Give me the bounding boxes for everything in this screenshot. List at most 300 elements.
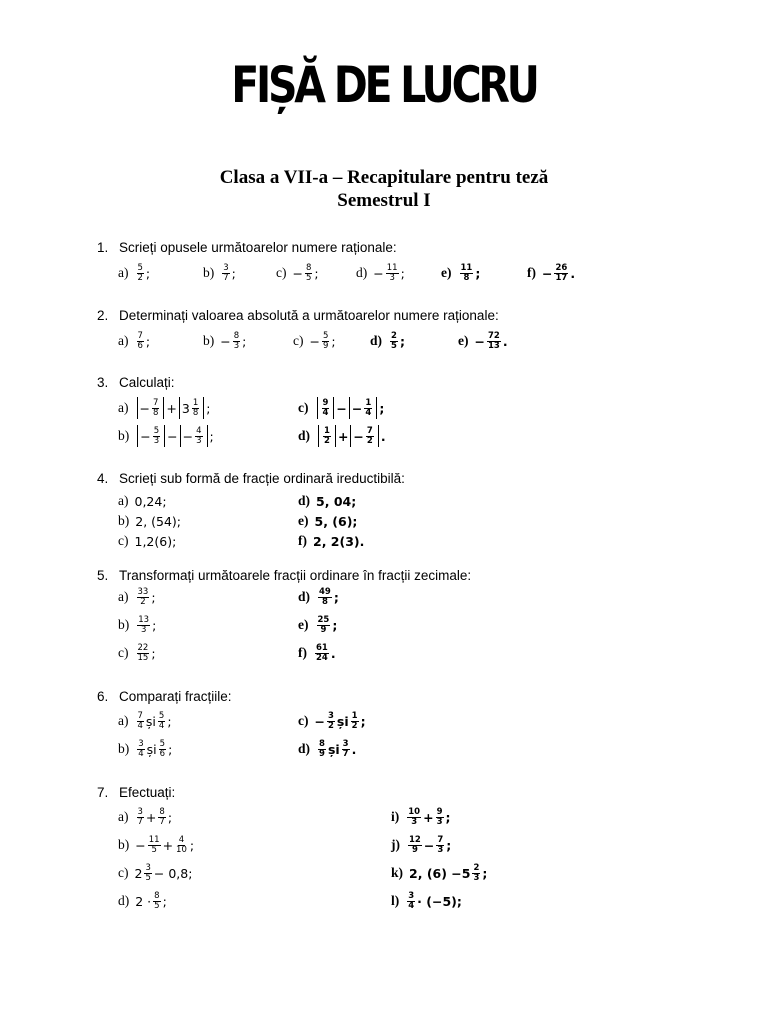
math-expression xyxy=(458,264,481,283)
item-row xyxy=(118,860,738,886)
exercise-item xyxy=(391,860,487,886)
numerator: 3 xyxy=(408,890,415,901)
item-label: b) xyxy=(118,837,130,852)
numerator: 3 xyxy=(137,806,143,817)
numerator: 3 xyxy=(223,262,229,273)
math-expression xyxy=(135,864,193,883)
numerator: 2 xyxy=(391,330,397,341)
denominator: 3 xyxy=(389,272,395,283)
numerator: 4 xyxy=(178,834,185,845)
math-text: 2, (6) − xyxy=(409,865,462,881)
fraction xyxy=(408,836,422,855)
numerator: 9 xyxy=(436,806,443,817)
item-label: f) xyxy=(298,645,307,660)
exercise-question: Efectuați: xyxy=(119,785,176,800)
fraction xyxy=(407,892,415,911)
exercise-prompt xyxy=(97,689,232,704)
item-row xyxy=(118,888,738,914)
exercise-question: Scrieți sub formă de fracție ordinară ireductibilă: xyxy=(119,471,405,486)
math-text: + xyxy=(162,837,174,853)
numerator: 1 xyxy=(324,425,330,436)
math-text: ; xyxy=(400,265,405,281)
math-text: ; xyxy=(167,713,172,729)
denominator: 3 xyxy=(153,435,160,446)
math-expression xyxy=(313,644,336,663)
mixed-number xyxy=(135,864,154,883)
item-label: d) xyxy=(298,741,311,756)
denominator: 5 xyxy=(151,844,157,855)
fraction xyxy=(137,332,144,351)
fraction xyxy=(351,712,359,731)
math-text: 2, (54); xyxy=(135,513,182,529)
numerator: 72 xyxy=(487,330,500,341)
item-label: c) xyxy=(276,265,287,280)
exercise-item xyxy=(298,395,384,421)
fraction xyxy=(152,399,159,418)
item-row xyxy=(118,528,738,554)
fraction xyxy=(158,808,165,827)
absolute-value xyxy=(180,425,208,447)
exercise-prompt xyxy=(97,471,405,486)
math-expression xyxy=(135,836,194,855)
math-expression xyxy=(316,425,386,447)
item-label: d) xyxy=(356,265,368,280)
exercise-item xyxy=(118,640,156,666)
item-label: i) xyxy=(391,809,400,824)
numerator: 61 xyxy=(316,642,328,653)
numerator: 5 xyxy=(159,738,166,749)
math-text: ; xyxy=(445,809,451,825)
math-text: − 0,8; xyxy=(153,865,193,881)
denominator: 10 xyxy=(176,844,187,855)
fraction xyxy=(318,588,332,607)
denominator: 3 xyxy=(140,624,147,635)
mixed-number xyxy=(182,399,201,418)
item-label: e) xyxy=(458,333,469,348)
exercise-item xyxy=(298,528,364,554)
denominator: 7 xyxy=(223,272,229,283)
fraction xyxy=(159,740,166,759)
fraction xyxy=(158,712,165,731)
denominator: 2 xyxy=(351,720,358,731)
absolute-value xyxy=(349,397,377,419)
numerator: 8 xyxy=(305,262,312,273)
fraction xyxy=(327,712,335,731)
whole-part: 5 xyxy=(461,865,471,881)
exercise-number: 7. xyxy=(97,785,109,800)
fraction xyxy=(554,264,568,283)
denominator: 7 xyxy=(342,748,349,759)
denominator: 24 xyxy=(316,652,328,663)
item-label: b) xyxy=(118,741,130,756)
denominator: 8 xyxy=(463,272,470,283)
numerator: 11 xyxy=(386,262,398,273)
denominator: 9 xyxy=(322,340,329,351)
item-label: a) xyxy=(118,400,129,415)
numerator: 1 xyxy=(192,397,199,408)
math-text: − xyxy=(220,333,231,349)
math-text: ; xyxy=(482,865,488,881)
fraction xyxy=(364,399,372,418)
numerator: 26 xyxy=(555,262,568,273)
math-text: ; xyxy=(206,400,211,416)
numerator: 4 xyxy=(196,425,202,436)
item-row xyxy=(118,328,738,354)
item-label: a) xyxy=(118,333,129,348)
item-label: c) xyxy=(298,713,309,728)
exercise-item xyxy=(118,708,172,734)
math-text: . xyxy=(502,333,508,349)
item-row xyxy=(118,736,738,762)
numerator: 12 xyxy=(409,834,421,845)
absolute-value xyxy=(137,397,165,419)
item-label: d) xyxy=(370,333,383,348)
denominator: 5 xyxy=(305,272,312,283)
exercise-item xyxy=(370,328,405,354)
math-text: · (−5); xyxy=(417,893,462,909)
math-text: − xyxy=(351,400,363,416)
math-text: ; xyxy=(151,589,156,605)
item-label: l) xyxy=(391,893,400,908)
math-text: − xyxy=(474,333,485,349)
math-expression xyxy=(405,808,450,827)
item-label: d) xyxy=(118,893,130,908)
denominator: 4 xyxy=(138,748,144,759)
exercise-question: Comparați fracțiile: xyxy=(119,689,232,704)
fraction xyxy=(322,332,329,351)
exercise-item xyxy=(118,612,156,638)
exercise-item xyxy=(298,708,366,734)
numerator: 7 xyxy=(366,425,373,436)
item-label: b) xyxy=(118,428,130,443)
item-label: c) xyxy=(293,333,304,348)
numerator: 3 xyxy=(138,738,144,749)
math-expression xyxy=(135,892,167,911)
denominator: 2 xyxy=(327,720,334,731)
fraction xyxy=(137,616,150,635)
math-expression xyxy=(313,534,364,549)
exercise-7 xyxy=(97,785,737,925)
denominator: 4 xyxy=(365,407,372,418)
numerator: 33 xyxy=(137,586,149,597)
numerator: 1 xyxy=(365,397,372,408)
item-row xyxy=(118,612,738,638)
denominator: 2 xyxy=(137,272,143,283)
math-text: + xyxy=(423,809,434,825)
numerator: 8 xyxy=(319,738,325,749)
exercise-item xyxy=(118,832,194,858)
exercise-item xyxy=(118,888,167,914)
exercise-number: 4. xyxy=(97,471,109,486)
numerator: 3 xyxy=(342,738,349,749)
item-row xyxy=(118,708,738,734)
math-expression xyxy=(316,494,356,509)
exercise-item xyxy=(203,260,236,286)
math-text: ; xyxy=(314,265,319,281)
math-text: ; xyxy=(333,589,339,605)
exercise-question: Transformați următoarele fracții ordinare în fracții zecimale: xyxy=(119,568,472,583)
math-text: ; xyxy=(399,333,405,349)
item-label: e) xyxy=(441,265,452,280)
math-expression xyxy=(135,425,214,447)
denominator: 3 xyxy=(233,340,240,351)
math-text: − xyxy=(139,400,150,416)
fraction xyxy=(315,644,329,663)
exercise-question: Scrieți opusele următoarelor numere raționale: xyxy=(119,240,397,255)
denominator: 7 xyxy=(159,816,165,827)
math-expression xyxy=(135,534,177,549)
worksheet-subtitle: Clasa a VII-a – Recapitulare pentru teză xyxy=(219,167,549,188)
exercise-item xyxy=(118,260,150,286)
math-text: + xyxy=(337,428,349,444)
math-text: − xyxy=(140,428,151,444)
denominator: 9 xyxy=(411,844,418,855)
math-text: . xyxy=(351,741,357,757)
fraction xyxy=(318,740,326,759)
item-row xyxy=(118,260,738,286)
exercise-number: 3. xyxy=(97,375,109,390)
math-text: 5, (6); xyxy=(314,513,358,529)
worksheet-title: FIȘĂ DE LUCRU xyxy=(231,56,537,114)
item-label: f) xyxy=(298,533,307,548)
item-label: f) xyxy=(527,265,536,280)
math-text: − xyxy=(309,333,320,349)
denominator: 3 xyxy=(436,816,443,827)
item-row xyxy=(118,640,738,666)
math-text: 0,24; xyxy=(134,493,167,509)
exercise-item xyxy=(391,888,462,914)
math-expression xyxy=(542,264,575,283)
math-text: − xyxy=(167,428,178,444)
denominator: 15 xyxy=(137,652,149,663)
exercise-item xyxy=(118,860,192,886)
math-expression xyxy=(220,264,236,283)
math-expression xyxy=(373,264,405,283)
exercise-item xyxy=(391,804,451,830)
math-text: ; xyxy=(151,645,156,661)
item-label: b) xyxy=(203,265,215,280)
math-text: ; xyxy=(360,713,366,729)
math-expression xyxy=(135,264,151,283)
math-text: ; xyxy=(145,265,151,281)
numerator: 8 xyxy=(159,806,165,817)
math-text: 2 · xyxy=(135,893,152,909)
exercise-item xyxy=(391,832,451,858)
numerator: 7 xyxy=(437,834,444,845)
item-row xyxy=(118,804,738,830)
math-expression xyxy=(135,588,156,607)
math-text: . xyxy=(380,428,386,444)
denominator: 9 xyxy=(320,624,327,635)
fraction xyxy=(222,264,229,283)
item-row xyxy=(118,395,738,421)
item-label: c) xyxy=(118,645,129,660)
fraction xyxy=(472,864,480,883)
exercise-item xyxy=(298,640,336,666)
math-text: − xyxy=(423,837,435,853)
denominator: 5 xyxy=(145,872,151,883)
math-expression xyxy=(315,514,358,529)
fraction xyxy=(233,332,240,351)
item-row xyxy=(118,423,738,449)
numerator: 13 xyxy=(138,614,150,625)
math-expression xyxy=(475,332,508,351)
item-label: a) xyxy=(118,265,129,280)
math-expression xyxy=(315,616,338,635)
math-text: ; xyxy=(145,333,151,349)
numerator: 11 xyxy=(148,834,160,845)
item-label: d) xyxy=(298,428,311,443)
exercise-item xyxy=(118,528,176,554)
math-text: ; xyxy=(189,837,195,853)
fraction xyxy=(144,864,151,883)
item-label: a) xyxy=(118,713,129,728)
math-text: ; xyxy=(446,837,452,853)
exercise-question: Determinați valoarea absolută a următoarelor numere raționale: xyxy=(119,308,499,323)
denominator: 3 xyxy=(437,844,444,855)
semester-label: Semestrul I xyxy=(337,190,431,211)
item-label: d) xyxy=(298,589,311,604)
fraction xyxy=(487,332,501,351)
math-expression xyxy=(135,712,172,731)
math-expression xyxy=(316,740,356,759)
fraction xyxy=(366,427,374,446)
math-text: ; xyxy=(162,893,167,909)
denominator: 5 xyxy=(154,900,160,911)
exercise-item xyxy=(441,260,480,286)
fraction xyxy=(195,427,202,446)
math-expression xyxy=(310,332,336,351)
denominator: 17 xyxy=(555,272,568,283)
exercise-prompt xyxy=(97,568,471,583)
fraction xyxy=(153,892,160,911)
numerator: 49 xyxy=(319,586,331,597)
math-text: − xyxy=(135,837,146,853)
numerator: 1 xyxy=(351,710,358,721)
item-label: a) xyxy=(118,809,129,824)
numerator: 8 xyxy=(233,330,240,341)
exercise-item xyxy=(118,328,150,354)
denominator: 4 xyxy=(158,720,165,731)
denominator: 6 xyxy=(159,748,166,759)
denominator: 8 xyxy=(192,407,199,418)
fraction xyxy=(137,740,144,759)
fraction xyxy=(386,264,399,283)
math-text: . xyxy=(330,645,336,661)
math-text: și xyxy=(145,713,156,729)
exercise-item xyxy=(118,736,172,762)
math-expression xyxy=(135,397,211,419)
numerator: 5 xyxy=(158,710,165,721)
item-label: d) xyxy=(298,493,311,508)
item-label: c) xyxy=(118,533,129,548)
numerator: 7 xyxy=(152,397,159,408)
exercise-prompt xyxy=(97,308,499,323)
numerator: 9 xyxy=(322,397,329,408)
absolute-value xyxy=(318,425,336,447)
fraction xyxy=(342,740,350,759)
exercise-item xyxy=(527,260,575,286)
item-label: b) xyxy=(118,513,130,528)
numerator: 7 xyxy=(137,710,143,721)
denominator: 4 xyxy=(137,720,143,731)
exercise-number: 6. xyxy=(97,689,109,704)
math-text: ; xyxy=(209,428,214,444)
item-label: c) xyxy=(298,400,309,415)
fraction xyxy=(390,332,398,351)
mixed-number xyxy=(462,864,483,883)
exercise-item xyxy=(298,584,339,610)
denominator: 2 xyxy=(366,435,373,446)
math-text: − xyxy=(336,400,347,416)
exercise-item xyxy=(298,423,386,449)
denominator: 7 xyxy=(137,816,143,827)
whole-part: 2 xyxy=(134,865,143,881)
numerator: 22 xyxy=(137,642,149,653)
math-expression xyxy=(220,332,246,351)
item-label: a) xyxy=(118,493,129,508)
item-row xyxy=(118,584,738,610)
math-text: . xyxy=(570,265,576,281)
math-expression xyxy=(135,494,167,509)
fraction xyxy=(436,836,444,855)
fraction xyxy=(137,808,144,827)
fraction xyxy=(305,264,312,283)
exercise-item xyxy=(118,395,210,421)
absolute-value xyxy=(350,425,378,447)
absolute-value xyxy=(317,397,335,419)
denominator: 3 xyxy=(196,435,202,446)
math-expression xyxy=(135,514,181,529)
math-text: ; xyxy=(152,617,157,633)
numerator: 7 xyxy=(137,330,143,341)
math-text: ; xyxy=(331,333,336,349)
fraction xyxy=(460,264,474,283)
denominator: 9 xyxy=(319,748,325,759)
item-label: e) xyxy=(298,513,309,528)
exercise-5 xyxy=(97,568,737,708)
math-text: ; xyxy=(167,809,173,825)
math-expression xyxy=(135,332,151,351)
math-expression xyxy=(405,892,462,911)
whole-part: 3 xyxy=(181,400,190,416)
math-text: ; xyxy=(475,265,481,281)
exercise-item xyxy=(298,736,356,762)
math-text: ; xyxy=(332,617,338,633)
item-label: a) xyxy=(118,589,129,604)
item-label: e) xyxy=(298,617,309,632)
exercise-prompt xyxy=(97,240,397,255)
math-text: și xyxy=(146,741,157,757)
item-label: j) xyxy=(391,837,400,852)
math-expression xyxy=(135,616,156,635)
item-label: b) xyxy=(203,333,215,348)
denominator: 3 xyxy=(411,816,418,827)
denominator: 6 xyxy=(137,340,143,351)
math-text: ; xyxy=(242,333,247,349)
math-expression xyxy=(293,264,319,283)
exercise-question: Calculați: xyxy=(119,375,175,390)
numerator: 5 xyxy=(322,330,329,341)
math-expression xyxy=(135,740,172,759)
math-text: + xyxy=(166,400,177,416)
math-expression xyxy=(388,332,405,351)
denominator: 8 xyxy=(152,407,159,418)
fraction xyxy=(192,399,199,418)
math-expression xyxy=(315,712,366,731)
fraction xyxy=(436,808,444,827)
numerator: 11 xyxy=(460,262,473,273)
